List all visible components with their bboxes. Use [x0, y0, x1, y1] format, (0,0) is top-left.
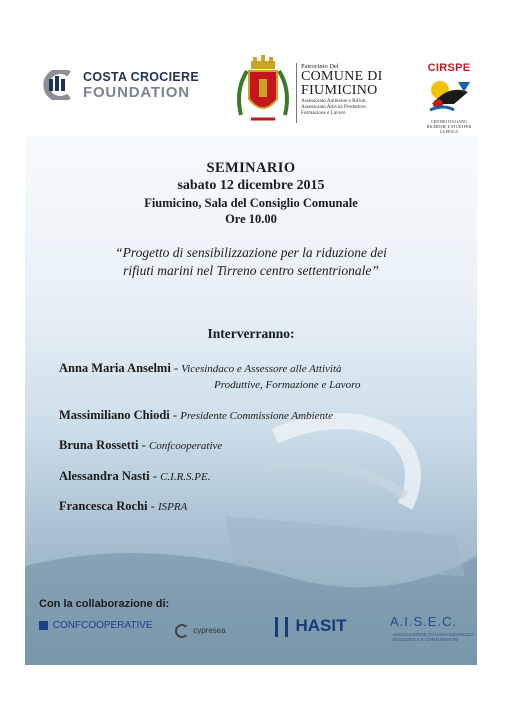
speaker-role: Presidente Commissione Ambiente — [180, 410, 333, 422]
project-title-line2: rifiuti marini nel Tirreno centro settentrionale” — [123, 263, 379, 278]
costa-crociere-logo — [39, 70, 229, 102]
comune-fiumicino-logo — [296, 63, 416, 123]
assessorato-line: Assessorato Ambiente e Rifiuti — [301, 98, 366, 104]
assessorato-line: Assessorato Attività Produttive, — [301, 104, 367, 110]
speaker-name: Alessandra Nasti — [59, 469, 150, 483]
confcooperative-label: CONFCOOPERATIVE — [52, 620, 153, 631]
speaker-role: Confcooperative — [148, 440, 223, 452]
speaker-role-continued: Produttive, Formazione e Lavoro — [214, 379, 361, 391]
aisec-logo — [390, 614, 457, 629]
costa-line2: FOUNDATION — [83, 84, 190, 101]
event-time: Ore 10.00 — [225, 212, 277, 226]
speaker-item: Francesca Rochi - ISPRA — [59, 499, 188, 513]
cirspe-emblem-icon — [424, 74, 474, 114]
speakers-heading: Interverranno: — [207, 326, 295, 341]
speaker-name: Bruna Rossetti — [59, 438, 139, 452]
collaboration-heading: Con la collaborazione di: — [39, 598, 170, 610]
costa-line1: COSTA CROCIERE — [83, 70, 200, 84]
comune-line1: COMUNE DI — [301, 69, 383, 84]
speaker-role: Vicesindaco e Assessore alle Attività — [181, 363, 342, 375]
fiumicino-crest-icon — [233, 55, 293, 132]
event-date: sabato 12 dicembre 2015 — [177, 178, 325, 193]
aisec-label: A.I.S.E.C. — [390, 614, 458, 629]
cypresea-label: cypresea — [193, 626, 226, 636]
speaker-name: Massimiliano Chiodi — [59, 408, 170, 422]
patrocinio-label: Patrocinio Del — [301, 63, 339, 70]
assessorato-line: Formazione e Lavoro — [301, 110, 346, 116]
project-title — [25, 244, 477, 280]
speaker-role: ISPRA — [157, 501, 188, 513]
aisec-subtitle: ASSOCIAZIONE ITALIANA SICUREZZA ECOLOGICA E CONSUMATORI — [393, 632, 474, 642]
logo-header — [25, 8, 477, 136]
speaker-name: Francesca Rochi — [59, 499, 148, 513]
cirspe-name: CIRSPE — [427, 62, 471, 74]
cirspe-logo — [424, 62, 474, 134]
hasit-bar-icon — [285, 617, 288, 637]
speaker-item: Massimiliano Chiodi - Presidente Commissione Ambiente — [59, 408, 333, 422]
speaker-item: Anna Maria Anselmi - Vicesindaco e Assessore alle Attività — [59, 361, 342, 375]
cypresea-icon — [175, 624, 189, 638]
comune-line2: FIUMICINO — [301, 83, 378, 98]
speaker-item: Bruna Rossetti - Confcooperative — [59, 438, 223, 452]
hasit-logo — [275, 616, 346, 637]
cypresea-logo — [175, 624, 226, 638]
hasit-label: HASIT — [295, 616, 347, 635]
speaker-name: Anna Maria Anselmi — [59, 361, 171, 375]
project-title-line1: “Progetto di sensibilizzazione per la riduzione dei — [115, 245, 387, 260]
event-poster — [25, 8, 477, 665]
costa-c-icon — [39, 70, 77, 100]
event-place: Fiumicino, Sala del Consiglio Comunale — [144, 196, 358, 210]
confcooperative-icon — [39, 621, 48, 630]
cirspe-tagline: CENTRO ITALIANO RICERCHE E STUDI PER LA PESCA — [426, 119, 472, 134]
event-title: SEMINARIO — [206, 160, 296, 176]
speaker-item: Alessandra Nasti - C.I.R.S.PE. — [59, 469, 211, 483]
confcooperative-logo — [39, 620, 153, 631]
speaker-role: C.I.R.S.PE. — [160, 471, 211, 483]
hasit-bar-icon — [275, 617, 278, 637]
